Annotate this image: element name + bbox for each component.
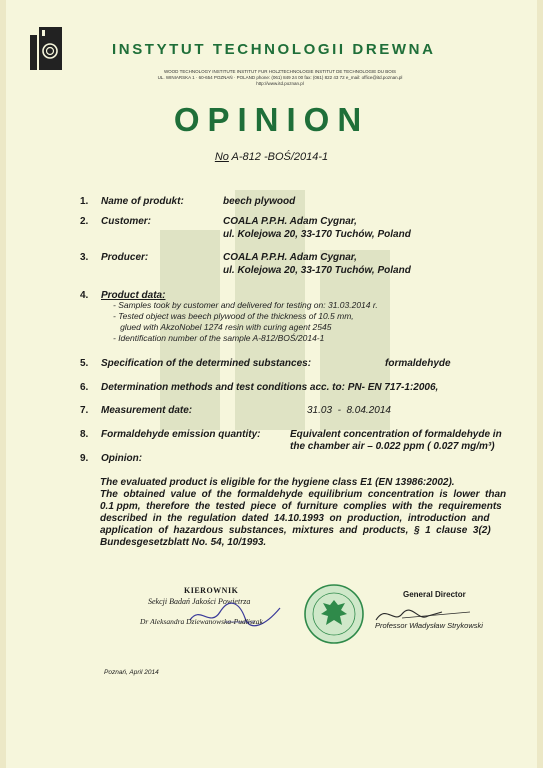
address-line: http://www.itd.poznan.pl [256,81,304,86]
item-value: COALA P.P.H. Adam Cygnar, [223,216,357,227]
doc-no-prefix: No [214,151,229,163]
item-number: 1. [80,196,89,207]
institute-logo-icon [30,27,62,70]
item-label: Measurement date: [101,405,193,416]
product-data-list [113,300,378,344]
item-label: Specification of the determined substances: [101,358,312,369]
institute-address [100,69,460,87]
item-number: 8. [80,429,89,440]
item-value: Equivalent concentration of formaldehyde in [290,429,502,440]
institute-name: INSTYTUT TECHNOLOGII DREWNA [112,41,436,58]
product-data-line: - Samples took by customer and delivered for testing on: 31.03.2014 r. [113,300,378,310]
doc-no-value: A-812 -BOŚ/2014-1 [231,151,329,163]
item-value: ul. Kolejowa 20, 33-170 Tuchów, Poland [223,265,411,276]
left-signatory-title: KIEROWNIK [184,586,239,595]
item-label: Customer: [101,216,152,227]
opinion-line: The evaluated product is eligible for the hygiene class E1 (EN 13986:2002). [100,477,455,488]
item-value: the chamber air – 0.022 ppm ( 0.027 mg/m³) [290,441,495,452]
address-line: UL. WINIARSKA 1 · 60-654 POZNAŃ · POLAND phone: (061) 849 24 00 fax: (061) 822 43 72 e_mail: office@itd.poznan.pl [157,75,403,80]
opinion-line: application of hazardous substances, mixtures and products, § 1 clause 3(2) [100,525,491,536]
opinion-line: Bundesgesetzblatt No. 54, 10/1993. [100,537,267,548]
item-number: 4. [80,290,89,301]
item-number: 5. [80,358,89,369]
item-label: Name of produkt: [101,196,184,207]
item-number: 6. [80,382,89,393]
item-number: 9. [80,453,89,464]
left-signatory-department: Sekcji Badań Jakości Powietrza [148,597,251,606]
right-signatory-name: Professor Władysław Strykowski [375,621,483,630]
item-value: 31.03 - 8.04.2014 [307,405,391,416]
opinion-line: The obtained value of the formaldehyde equilibrium concentration is lower than [100,489,507,500]
product-data-line: - Identification number of the sample A-812/BOŚ/2014-1 [113,333,325,343]
item-number: 3. [80,252,89,263]
right-signatory-title: General Director [403,590,466,599]
item-value: ul. Kolejowa 20, 33-170 Tuchów, Poland [223,229,411,240]
product-data-line: - Tested object was beech plywood of the thickness of 10.5 mm, [113,311,354,321]
document-title: OPINION [173,101,370,138]
opinion-line: described in the regulation dated 14.10.1993 on production, introduction and [100,513,490,524]
item-label: Determination methods and test conditions acc. to: PN- EN 717-1:2006, [101,382,439,393]
opinion-text [100,477,535,549]
address-line: WOOD TECHNOLOGY INSTITUTE INSTITUT FUR HOLZTECHNOLOGIE INSTITUT DE TECHNOLOGIE DU BOIS [163,69,397,74]
opinion-line: 0.1 ppm, therefore the tested piece of furniture complies with the requirements [100,501,502,512]
official-seal-icon [303,583,365,645]
item-label: Opinion: [101,453,143,464]
item-value: formaldehyde [385,358,451,369]
item-label: Formaldehyde emission quantity: [101,429,261,440]
item-number: 2. [80,216,89,227]
item-value: beech plywood [223,196,296,207]
item-label: Product data: [101,290,166,301]
item-number: 7. [80,405,89,416]
place-and-date: Poznań, April 2014 [104,669,159,676]
left-signatory-name: Dr Aleksandra Dziewanowska-Pudliszak [140,617,263,626]
document-number [0,151,543,163]
item-value: COALA P.P.H. Adam Cygnar, [223,252,357,263]
item-label: Producer: [101,252,149,263]
product-data-line: glued with AkzoNobel 1274 resin with curing agent 2545 [113,322,332,332]
